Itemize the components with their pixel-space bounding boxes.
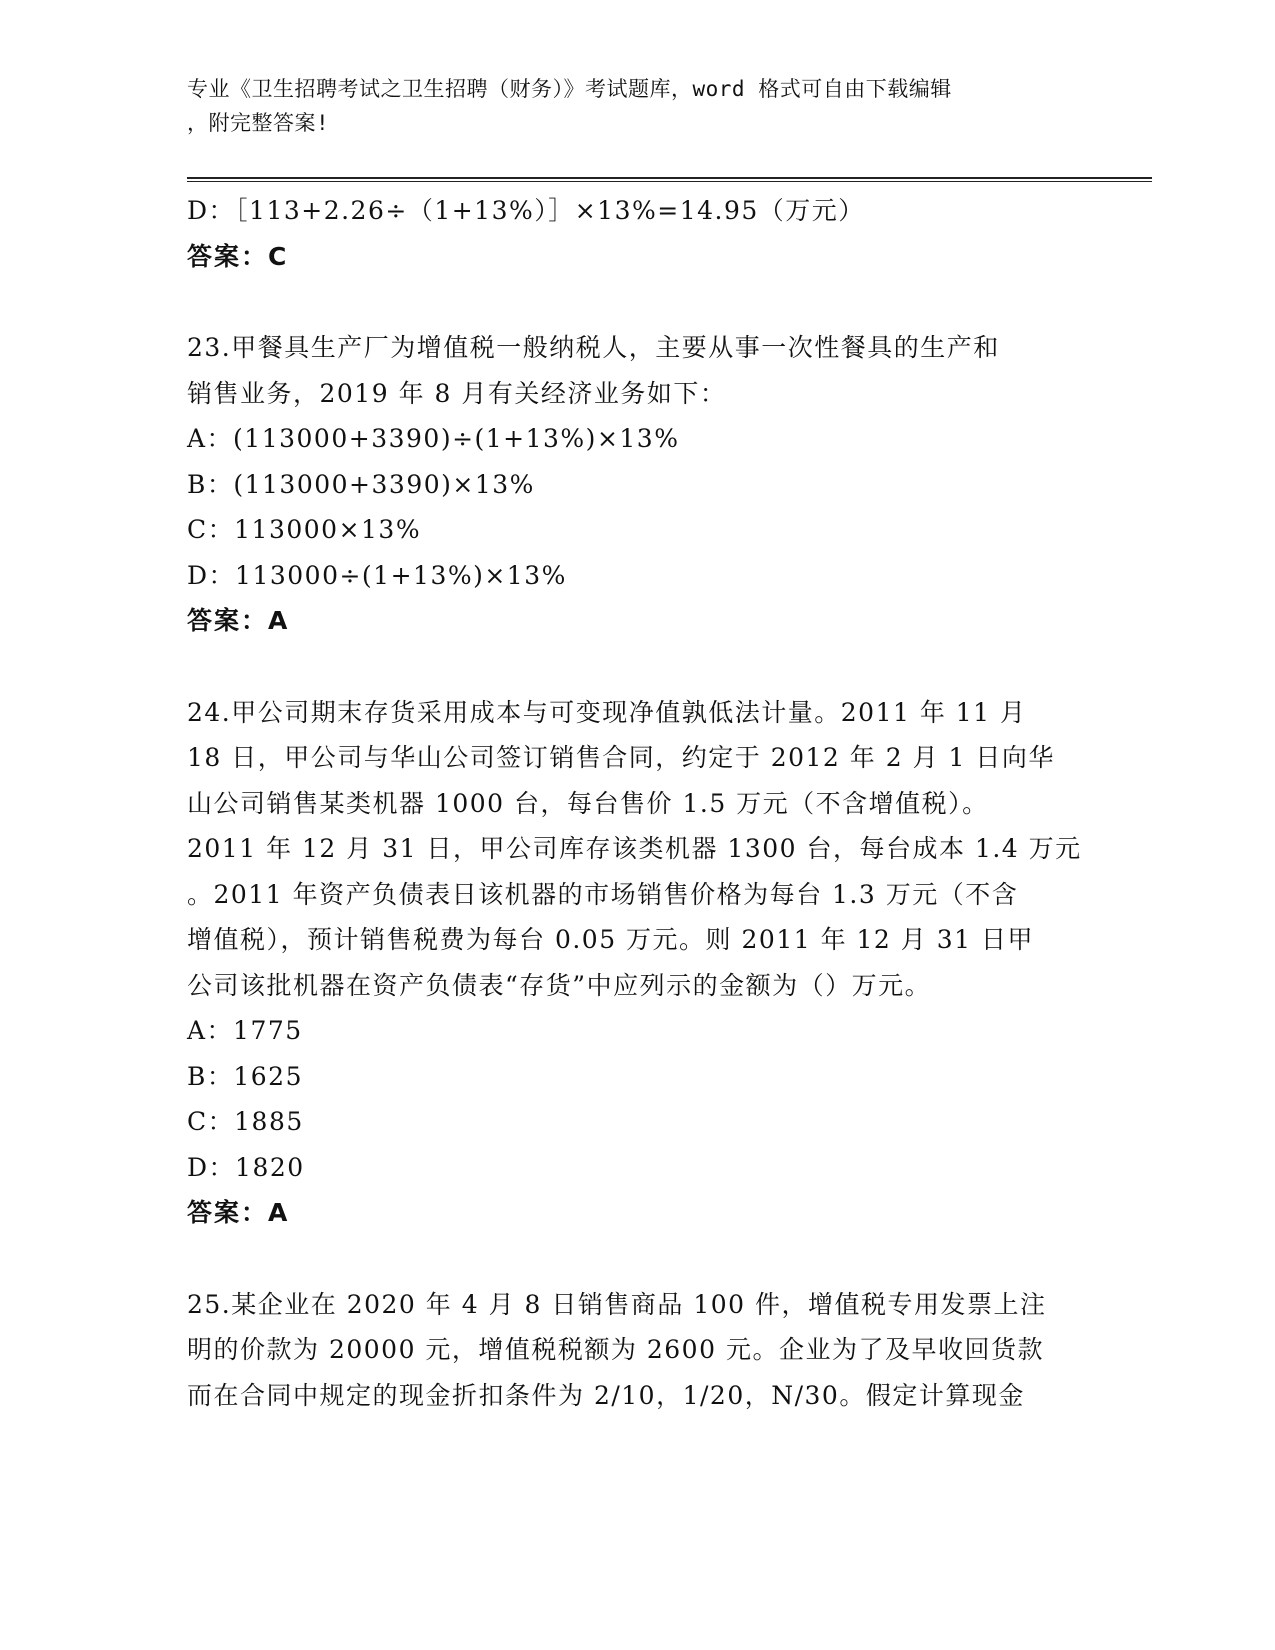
question-text-line: 25.某企业在 2020 年 4 月 8 日销售商品 100 件，增值税专用发票上注 [187, 1289, 1047, 1319]
document-body [187, 188, 1092, 1418]
question-text-line: 2011 年 12 月 31 日，甲公司库存该类机器 1300 台，每台成本 1.4 万元 [187, 834, 1082, 863]
question-text-line: 24.甲公司期末存货采用成本与可变现净值孰低法计量。2011 年 11 月 [187, 697, 1027, 727]
question-text-line: 山公司销售某类机器 1000 台，每台售价 1.5 万元（不含增值税）。 [187, 788, 989, 818]
spacer [187, 644, 1092, 690]
question-23 [187, 325, 1092, 644]
question-text-line: 。2011 年资产负债表日该机器的市场销售价格为每台 1.3 万元（不含 [187, 879, 1019, 909]
spacer [187, 1236, 1092, 1282]
spacer [187, 279, 1092, 325]
header-line-1: 专业《卫生招聘考试之卫生招聘（财务）》考试题库，word 格式可自由下载编辑 [187, 77, 952, 101]
answer-line: 答案：C [187, 241, 289, 271]
option-c: C：113000×13% [187, 515, 422, 544]
option-c: C：1885 [187, 1107, 304, 1136]
option-b: B：1625 [187, 1061, 303, 1091]
option-b: B：(113000+3390)×13% [187, 469, 535, 499]
question-25 [187, 1282, 1092, 1419]
question-text-line: 18 日，甲公司与华山公司签订销售合同，约定于 2012 年 2 月 1 日向华 [187, 743, 1055, 772]
option-d: D：113000÷(1+13%)×13% [187, 560, 567, 590]
question-text-line: 增值税），预计销售税费为每台 0.05 万元。则 2011 年 12 月 31 日甲 [187, 925, 1034, 954]
answer-line: 答案：A [187, 1198, 290, 1227]
question-text-line: 销售业务，2019 年 8 月有关经济业务如下： [187, 378, 727, 408]
document-header [187, 72, 1087, 140]
question-text-line: 明的价款为 20000 元，增值税税额为 2600 元。企业为了及早收回货款 [187, 1335, 1044, 1364]
option-a: A：(113000+3390)÷(1+13%)×13% [187, 424, 680, 453]
question-text-line: 公司该批机器在资产负债表“存货”中应列示的金额为（）万元。 [187, 970, 932, 1000]
header-line-2: ，附完整答案! [187, 111, 330, 135]
header-divider [187, 177, 1152, 182]
question-24 [187, 690, 1092, 1236]
question-text-line: 而在合同中规定的现金折扣条件为 2/10，1/20，N/30。假定计算现金 [187, 1380, 1025, 1410]
option-d: D：［113+2.26÷（1+13%）］×13%=14.95（万元） [187, 196, 865, 225]
option-d: D：1820 [187, 1152, 305, 1182]
answer-line: 答案：A [187, 606, 290, 635]
question-text-line: 23.甲餐具生产厂为增值税一般纳税人，主要从事一次性餐具的生产和 [187, 333, 1000, 362]
option-a: A：1775 [187, 1016, 303, 1045]
question-22-tail [187, 188, 1092, 279]
